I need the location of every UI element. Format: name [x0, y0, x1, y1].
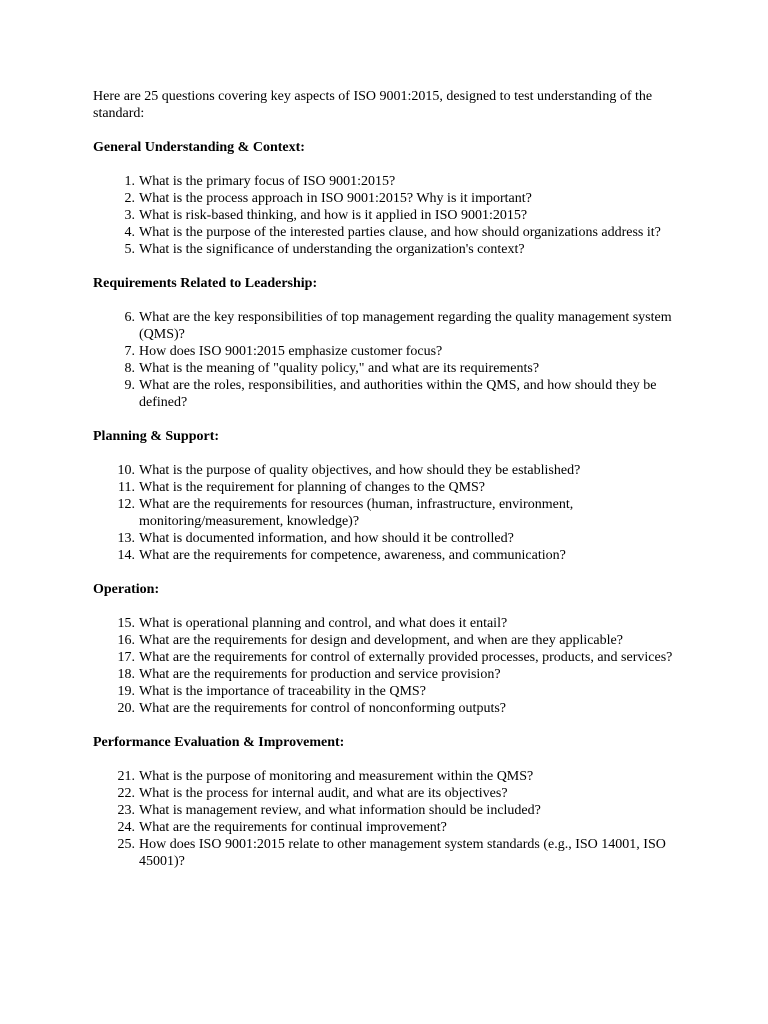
question-number: 19. — [117, 684, 135, 699]
question-item — [93, 309, 683, 343]
question-item — [93, 802, 683, 819]
question-text: What is the significance of understanding the organization's context? — [139, 242, 525, 257]
question-item — [93, 360, 683, 377]
question-item — [93, 836, 683, 870]
question-text: What is operational planning and control, and what does it entail? — [139, 616, 508, 631]
question-item — [93, 343, 683, 360]
question-number: 25. — [117, 837, 135, 852]
section-general-understanding — [93, 139, 683, 258]
question-text: What is the purpose of the interested parties clause, and how should organizations address it? — [139, 225, 661, 240]
question-number: 8. — [124, 361, 135, 376]
question-number: 6. — [124, 310, 135, 325]
question-list — [93, 173, 683, 258]
question-text: What are the key responsibilities of top management regarding the quality management system (QMS)? — [139, 310, 672, 342]
section-heading: Performance Evaluation & Improvement: — [93, 735, 345, 750]
question-text: What are the requirements for competence, awareness, and communication? — [139, 548, 566, 563]
question-text: What is the purpose of quality objectives, and how should they be established? — [139, 463, 581, 478]
question-text: What is the requirement for planning of changes to the QMS? — [139, 480, 486, 495]
question-number: 17. — [117, 650, 135, 665]
question-item — [93, 207, 683, 224]
question-item — [93, 241, 683, 258]
question-text: What is management review, and what information should be included? — [139, 803, 541, 818]
question-number: 22. — [117, 786, 135, 801]
question-text: What are the requirements for production and service provision? — [139, 667, 501, 682]
section-performance-evaluation — [93, 734, 683, 870]
question-item — [93, 666, 683, 683]
question-item — [93, 700, 683, 717]
question-number: 9. — [124, 378, 135, 393]
question-item — [93, 496, 683, 530]
question-list — [93, 309, 683, 411]
section-heading: Operation: — [93, 582, 160, 597]
question-number: 14. — [117, 548, 135, 563]
question-item — [93, 547, 683, 564]
question-text: What is the process approach in ISO 9001:2015? Why is it important? — [139, 191, 532, 206]
question-item — [93, 768, 683, 785]
question-item — [93, 649, 683, 666]
intro-paragraph: Here are 25 questions covering key aspects of ISO 9001:2015, designed to test understanding of the standard: — [93, 89, 653, 121]
question-number: 23. — [117, 803, 135, 818]
section-operation — [93, 581, 683, 717]
section-heading: General Understanding & Context: — [93, 140, 305, 155]
question-item — [93, 173, 683, 190]
section-heading: Planning & Support: — [93, 429, 220, 444]
question-number: 7. — [124, 344, 135, 359]
question-text: What is documented information, and how should it be controlled? — [139, 531, 514, 546]
question-text: What are the requirements for control of nonconforming outputs? — [139, 701, 506, 716]
question-text: How does ISO 9001:2015 relate to other management system standards (e.g., ISO 14001, ISO 45001)? — [139, 837, 666, 869]
question-number: 15. — [117, 616, 135, 631]
question-text: What are the requirements for continual improvement? — [139, 820, 447, 835]
question-number: 13. — [117, 531, 135, 546]
question-number: 21. — [117, 769, 135, 784]
question-number: 2. — [124, 191, 135, 206]
question-text: What is the process for internal audit, and what are its objectives? — [139, 786, 508, 801]
question-number: 1. — [124, 174, 135, 189]
question-number: 5. — [124, 242, 135, 257]
question-text: What is the importance of traceability in the QMS? — [139, 684, 426, 699]
question-number: 10. — [117, 463, 135, 478]
question-text: What are the roles, responsibilities, and authorities within the QMS, and how should they be defined? — [139, 378, 657, 410]
question-number: 16. — [117, 633, 135, 648]
question-item — [93, 377, 683, 411]
question-number: 20. — [117, 701, 135, 716]
question-item — [93, 632, 683, 649]
question-number: 11. — [118, 480, 135, 495]
question-item — [93, 190, 683, 207]
question-item — [93, 462, 683, 479]
question-number: 24. — [117, 820, 135, 835]
question-item — [93, 615, 683, 632]
question-item — [93, 224, 683, 241]
question-item — [93, 819, 683, 836]
question-text: How does ISO 9001:2015 emphasize customer focus? — [139, 344, 443, 359]
section-planning-support — [93, 428, 683, 564]
section-heading: Requirements Related to Leadership: — [93, 276, 318, 291]
question-item — [93, 683, 683, 700]
question-number: 4. — [124, 225, 135, 240]
question-item — [93, 530, 683, 547]
question-number: 3. — [124, 208, 135, 223]
question-list — [93, 615, 683, 717]
question-list — [93, 462, 683, 564]
question-text: What are the requirements for design and development, and when are they applicable? — [139, 633, 623, 648]
document-page — [93, 88, 683, 887]
question-text: What is the meaning of "quality policy," and what are its requirements? — [139, 361, 540, 376]
question-item — [93, 479, 683, 496]
question-list — [93, 768, 683, 870]
question-text: What are the requirements for control of externally provided processes, products, and services? — [139, 650, 673, 665]
question-text: What is the primary focus of ISO 9001:2015? — [139, 174, 396, 189]
question-number: 12. — [117, 497, 135, 512]
section-leadership — [93, 275, 683, 411]
question-item — [93, 785, 683, 802]
question-text: What are the requirements for resources (human, infrastructure, environment, monitoring/measurement, knowledge)? — [139, 497, 574, 529]
question-text: What is risk-based thinking, and how is it applied in ISO 9001:2015? — [139, 208, 528, 223]
question-text: What is the purpose of monitoring and measurement within the QMS? — [139, 769, 534, 784]
question-number: 18. — [117, 667, 135, 682]
